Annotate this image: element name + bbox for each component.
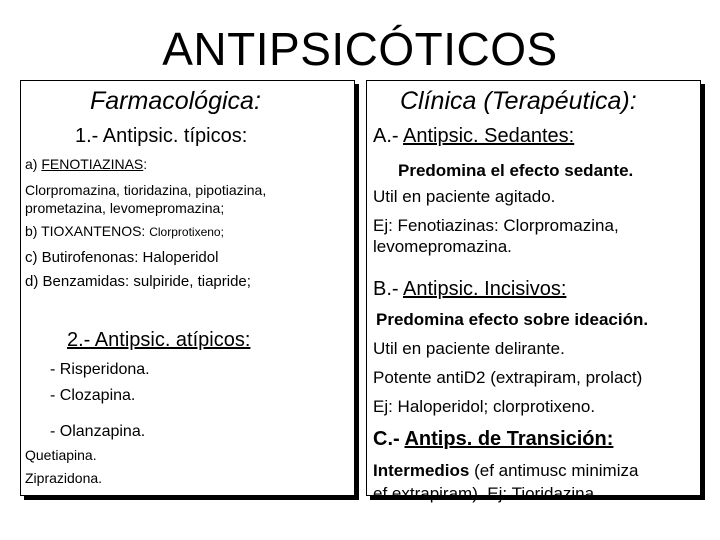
transition-line-2: ef extrapiram). Ej: Tioridazina [373,484,595,503]
incisives-line-1: Util en paciente delirante. [373,339,565,358]
typical-heading: 1.- Antipsic. típicos: [75,125,248,147]
sedatives-line-3: levomepromazina. [373,237,512,256]
phenothiazines-drugs-2: prometazina, levomepromazina; [25,200,225,216]
sedatives-lead: Predomina el efecto sedante. [398,161,634,180]
transition-lead: Intermedios [373,461,470,480]
atypical-item-ziprasidone: Ziprazidona. [25,470,103,486]
incisives-title: Antipsic. Incisivos: [403,278,567,300]
incisives-line-3: Ej: Haloperidol; clorprotixeno. [373,397,596,416]
transition-line-1 [373,460,638,482]
pharmacological-header: Farmacológica: [90,87,261,115]
sedatives-title: Antipsic. Sedantes: [403,125,575,147]
sedatives-prefix: A.- [373,125,404,147]
transition-lead-rest: (ef antimusc minimiza [469,461,639,480]
sedatives-heading [373,124,574,148]
incisives-prefix: B.- [373,278,404,300]
transition-title: Antips. de Transición: [404,428,614,450]
phenothiazines-drugs-1: Clorpromazina, tioridazina, pipotiazina, [25,182,267,198]
atypical-item-clozapine: - Clozapina. [50,387,136,404]
incisives-line-2: Potente antiD2 (extrapiram, prolact) [373,368,643,387]
atypical-item-olanzapine: - Olanzapina. [50,423,146,440]
transition-prefix: C.- [373,428,405,450]
item-a-suffix: : [143,156,148,172]
thioxanthenes-line [25,223,224,241]
clinical-header: Clínica (Terapéutica): [400,87,637,115]
atypical-item-quetiapine: Quetiapina. [25,447,97,463]
page-title: ANTIPSICÓTICOS [162,23,558,75]
atypical-item-risperidone: - Risperidona. [50,361,150,378]
sedatives-line-2: Ej: Fenotiazinas: Clorpromazina, [373,216,619,235]
butyrophenones-line: c) Butirofenonas: Haloperidol [25,249,219,266]
thioxanthenes-drug: Clorprotixeno; [149,225,224,239]
phenothiazines-label: FENOTIAZINAS [41,156,144,172]
sedatives-line-1: Util en paciente agitado. [373,187,556,206]
incisives-heading [373,277,566,301]
incisives-lead: Predomina efecto sobre ideación. [376,310,649,329]
atypical-heading: 2.- Antipsic. atípicos: [67,329,251,351]
transition-heading [373,427,613,451]
phenothiazines-line [25,156,147,173]
item-a-prefix: a) [25,156,42,172]
thioxanthenes-label: b) TIOXANTENOS: [25,223,150,239]
benzamides-line: d) Benzamidas: sulpiride, tiapride; [25,273,251,290]
